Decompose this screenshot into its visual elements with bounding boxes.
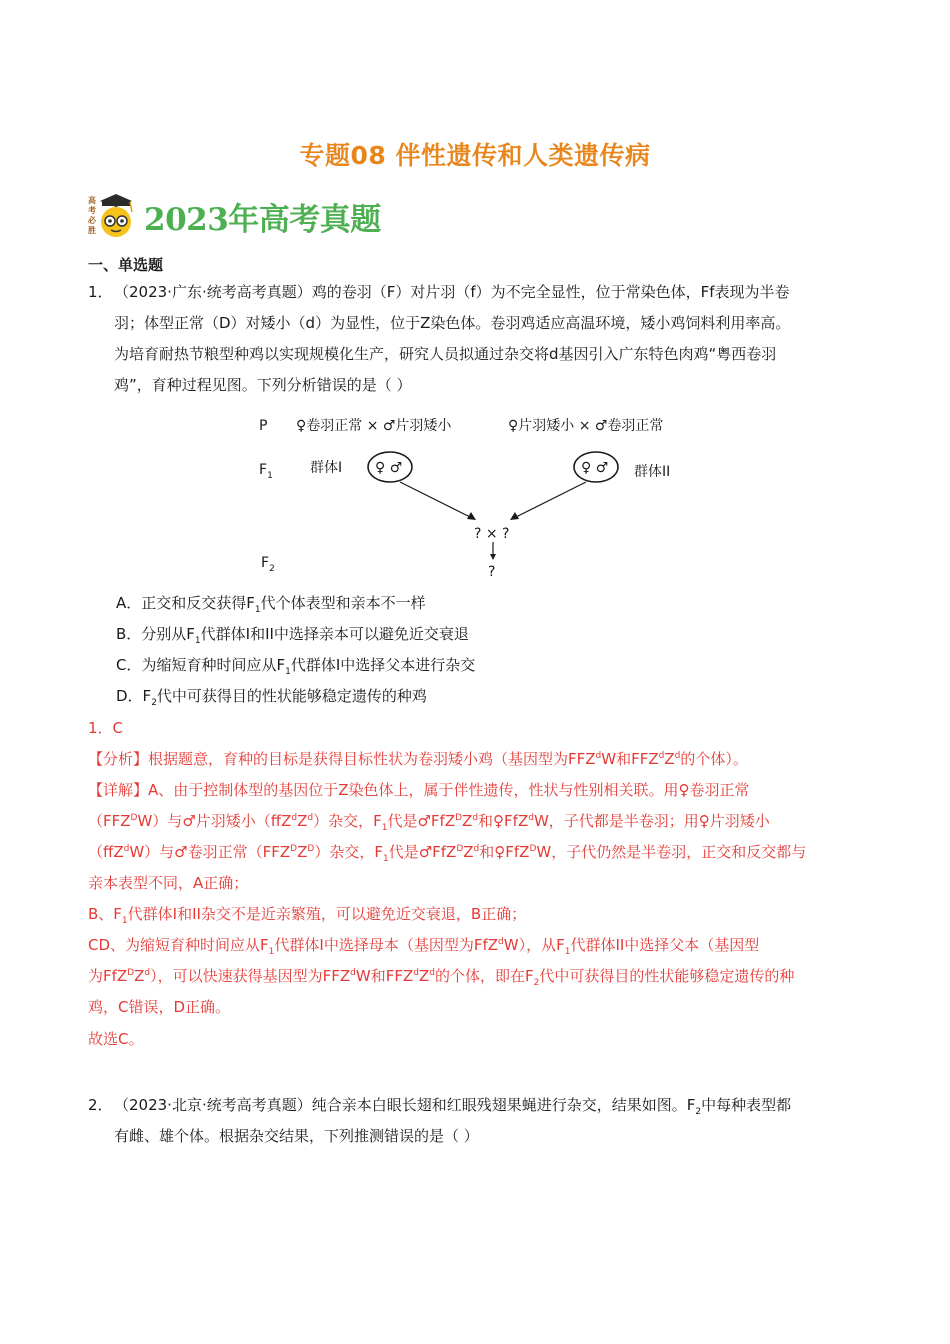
q2-line-1: （2023·北京·统考高考真题）纯合亲本白眼长翅和红眼残翅果蝇进行杂交，结果如图。$F_2$中每种表型都: [114, 1096, 792, 1117]
diagram-f1-label: $F_1$: [259, 462, 273, 481]
diagram-result: ?: [488, 564, 496, 580]
section-heading: 一、单选题: [88, 256, 164, 274]
arrowhead-down: [490, 554, 496, 560]
diagram-group-1: 群体I: [310, 460, 343, 476]
diagram-mid-cross: ? × ?: [474, 526, 510, 542]
detail-a-text: 【详解】A、由于控制体型的基因位于Z染色体上，属于伴性遗传，性状与性别相关联。用♀卷羽正常 $(FFZ^DW)$与♂片羽矮小$(ffZ^dZ^d)$杂交，$F_1$代是$♂FfZ^DZ^d$和♀FfZ$^d$W，子代都是半卷羽；用♀片羽矮小 （ffZ$^d$W）与♂卷羽正常$(FFZ^DZ^D)$杂交，$F_1$代是$♂FfZ^DZ^d$和♀FfZ$^D$W，子代仍然是半卷羽，正交和反交都与 亲本表型不同，A正确；: [88, 781, 807, 892]
diagram-group-2: 群体II: [634, 464, 671, 480]
option-b[interactable]: B．分别从$F_1$代群体I和II中选择亲本可以避免近交衰退: [116, 625, 469, 646]
side-stamp-text: 高 考 必 胜: [88, 196, 96, 235]
option-c[interactable]: C．为缩短育种时间应从$F_1$代群体I中选择父本进行杂交: [116, 656, 476, 677]
diagram-cross-left: ♀卷羽正常 × ♂片羽矮小: [296, 418, 452, 434]
diagram-f2-label: $F_2$: [261, 555, 275, 574]
f1-group-2-sexes: ♀ ♂: [581, 460, 609, 476]
q1-line-1: （2023·广东·统考高考真题）鸡的卷羽（F）对片羽（f）为不完全显性，位于常染色体，Ff表现为半卷: [114, 283, 790, 301]
analysis-text: 【分析】根据题意，育种的目标是获得目标性状为卷羽矮小鸡（基因型为FFZ$^d$W和$FFZ^dZ^d$的个体）。: [88, 750, 748, 768]
page-title: 专题08 伴性遗传和人类遗传病: [299, 141, 651, 170]
badge-title: 2023年高考真题: [144, 202, 381, 238]
q1-line-3: 为培育耐热节粮型种鸡以实现规模化生产，研究人员拟通过杂交将d基因引入广东特色肉鸡“粤西卷羽: [114, 345, 777, 363]
diagram-cross-right: ♀片羽矮小 × ♂卷羽正常: [508, 418, 664, 434]
option-d[interactable]: D．$F_2$代中可获得目的性状能够稳定遗传的种鸡: [116, 687, 427, 708]
option-a[interactable]: A．正交和反交获得$F_1$代个体表型和亲本不一样: [116, 594, 426, 615]
question-number: 1．: [88, 283, 113, 301]
question-2: [88, 1090, 868, 1152]
detail-cd-text: CD、为缩短育种时间应从$F_1$代群体I中选择母本（基因型为FfZ$^d$W），从$F_1$代群体II中选择父本（基因型 为$FfZ^DZ^d$），可以快速获得基因型为FFZ$^d$W和$FFZ^dZ^d$的个体，即在$F_2$代中可获得目的性状能够稳定遗传的种 鸡，C错误，D正确。: [88, 936, 795, 1016]
arrow-right: [514, 482, 586, 518]
breeding-diagram: [250, 404, 720, 588]
q1-line-2: 羽；体型正常（D）对矮小（d）为显性，位于Z染色体。卷羽鸡适应高温环境，矮小鸡饲料利用率高。: [114, 314, 791, 332]
diagram-p-label: P: [259, 418, 268, 434]
exam-badge: [88, 192, 388, 240]
question-number: 2．: [88, 1096, 113, 1114]
q2-line-2: 有雌、雄个体。根据杂交结果，下列推测错误的是（ ）: [114, 1127, 479, 1145]
detail-b-text: B、$F_1$代群体I和II杂交不是近亲繁殖，可以避免近交衰退，B正确；: [88, 905, 527, 926]
answer-line: 1．C: [88, 719, 124, 737]
f1-group-1-sexes: ♀ ♂: [375, 460, 403, 476]
q1-line-4: 鸡”，育种过程见图。下列分析错误的是（ ）: [114, 376, 412, 394]
question-1: [88, 277, 868, 401]
arrow-left: [400, 482, 472, 518]
conclusion-text: 故选C。: [88, 1030, 144, 1048]
